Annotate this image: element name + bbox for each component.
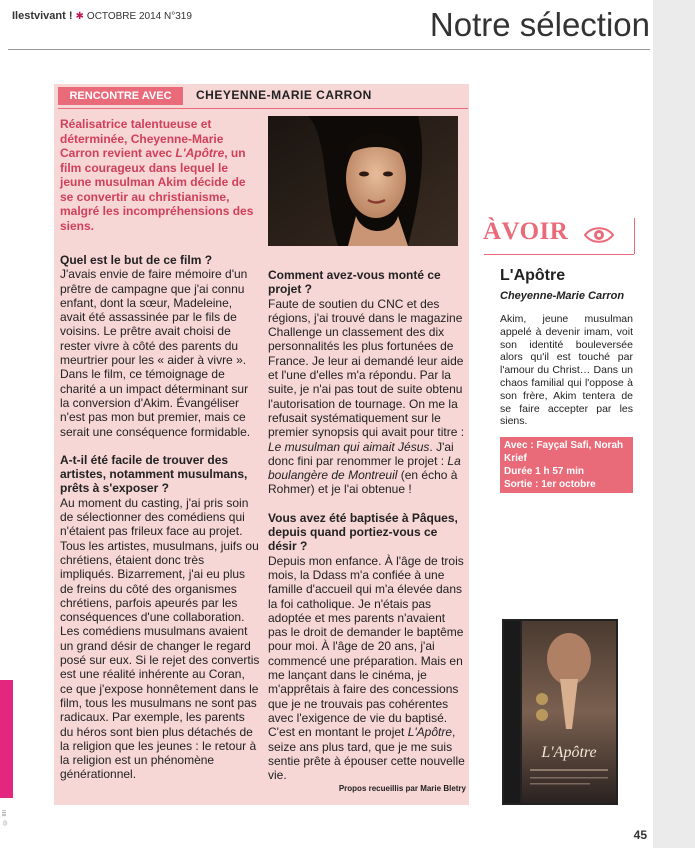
- eye-icon: [584, 226, 614, 244]
- interview-tag: RENCONTRE AVEC: [58, 87, 183, 105]
- film-title: L'Apôtre: [500, 267, 566, 284]
- tag-underline: [58, 108, 468, 109]
- answer-1: J'avais envie de faire mémoire d'un prêtre de campagne que j'ai connu enfant, dont la sœur, Madeleine, avait été assassinée par le fils de voisins. Le prêtre avait choisi de rester vivre à côté des parents du meurtrier pour les « aider à vivre ». Dans le film, ce témoignage de charité a un impact déterminant sur la conversion d'Akim. Évangéliser n'est pas mon but premier, mais ce serait une conséquence formidable.: [60, 267, 251, 439]
- dvd-title: L'Apôtre: [541, 744, 597, 761]
- question-4: Vous avez été baptisée à Pâques, depuis quand portiez-vous ce désir ?: [268, 510, 458, 554]
- avoir-label: ÀVOIR: [483, 218, 569, 245]
- answer-4: Depuis mon enfance. À l'âge de trois mois, la Ddass m'a confiée à une famille d'accueil qui m'a élevée dans la foi catholique. Je n'étais pas adoptée et mes parents n'avaient pas le droit de demander le baptême pour moi. À l'âge de 20 ans, j'ai commencé une préparation. Mais en me lançant dans le cinéma, je m'apprêtais à faire des concessions que je ne trouvais pas cohérentes avec l'exigence de vie du baptisé. C'est en montant le projet L'Apôtre, seize ans plus tard, que je me suis sentie prête à épouser cette nouvelle vie.: [268, 553, 465, 783]
- director-portrait: [268, 116, 458, 246]
- dvd-cover: [502, 619, 618, 805]
- article-intro: Réalisatrice talentueuse et déterminée, Cheyenne-Marie Carron revient avec L'Apôtre, un film courageux dans lequel le jeune musulman Akim décide de se convertir au christianisme, malgré les incompréhensions des siens.: [60, 117, 254, 233]
- film-director: Cheyenne-Marie Carron: [500, 290, 625, 302]
- question-1: Quel est le but de ce film ?: [60, 253, 213, 267]
- section-title: Notre sélection: [429, 6, 650, 43]
- film-cast: Avec : Fayçal Safi, Norah Krief: [504, 440, 624, 464]
- side-code: © IIII: [2, 810, 8, 825]
- avoir-underline: [484, 254, 634, 255]
- magazine-header: [12, 10, 192, 22]
- film-synopsis: Akim, jeune musulman appelé à devenir imam, voit son identité bouleversée alors qu'il est touché par l'amour du Christ… Dans un chaos familial qui l'oppose à son frère, Akim tentera de se faire accepter par les siens.: [500, 313, 633, 428]
- interviewee-name: CHEYENNE-MARIE CARRON: [196, 88, 372, 102]
- interview-column-1: [60, 253, 260, 782]
- interview-credit: Propos recueillis par Marie Bletry: [338, 784, 466, 794]
- film-release: Sortie : 1er octobre: [504, 479, 596, 490]
- intro-film-title: L'Apôtre: [175, 146, 225, 160]
- answer-3: Faute de soutien du CNC et des régions, j'ai trouvé dans le magazine Challenge un classement des dix personnalités les plus fortunées de France. Je leur ai demandé leur aide et l'une d'elles m'a répondu. Par la suite, je n'ai pas tout de suite obtenu l'autorisation de tournage. On me la refusait systématiquement sur le premier synopsis qui avait pour titre : Le musulman qui aimait Jésus. J'ai donc fini par renommer le projet : La boulangère de Montreuil (en écho à Rohmer) et je l'ai obtenue !: [268, 296, 465, 497]
- side-color-tab: [0, 680, 13, 798]
- page-number: 45: [633, 828, 647, 842]
- avoir-vertical-rule: [634, 218, 635, 254]
- interview-column-2: [268, 268, 466, 797]
- issue-info: OCTOBRE 2014 N°319: [86, 11, 192, 22]
- answer-2: Au moment du casting, j'ai pris soin de sélectionner des comédiens qui n'étaient pas frileux face au projet. Tous les artistes, musulmans, juifs ou chrétiens, étaient donc très impliqués. Bizarrement, j'ai eu plus de freins du côté des organismes chrétiens, parfois apeurés par les conséquences d'une collaboration. Les comédiens musulmans avaient un grand désir de changer le regard posé sur eux. Si le rejet des convertis est une réalité inhérente au Coran, ce que j'expose honnêtement dans le film, tous les musulmans ne sont pas radicaux. Par exemple, les parents du héros sont bien plus détachés de la religion que les jeunes : le retour à la religion est un phénomène générationnel.: [60, 495, 260, 782]
- question-2: A-t-il été facile de trouver des artistes, notamment musulmans, prêts à s'exposer ?: [60, 452, 248, 496]
- magazine-name: Ilestvivant !: [12, 10, 73, 22]
- film-duration: Durée 1 h 57 min: [504, 466, 585, 477]
- film-info-box: [500, 437, 633, 493]
- star-icon: ✱: [75, 11, 84, 22]
- question-3: Comment avez-vous monté ce projet ?: [268, 268, 441, 297]
- header-divider: [8, 49, 650, 50]
- avoir-heading: [483, 218, 568, 246]
- right-margin-strip: [653, 0, 695, 848]
